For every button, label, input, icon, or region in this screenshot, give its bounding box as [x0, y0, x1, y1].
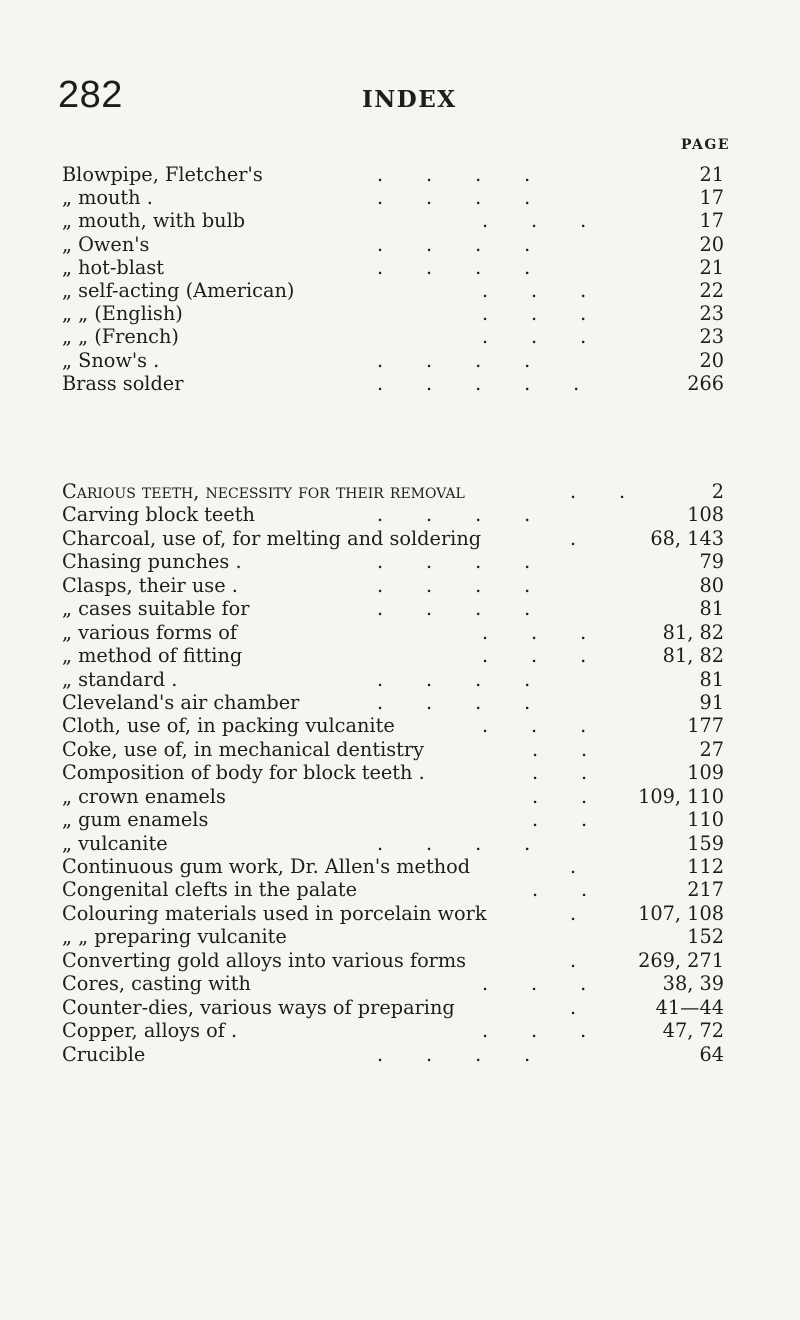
- page-number: 282: [58, 74, 123, 116]
- entry-text: Cloth, use of, in packing vulcanite: [62, 714, 395, 738]
- entry-page-ref: 177: [687, 714, 724, 738]
- entry-text: „ gum enamels: [62, 808, 209, 832]
- entry-text: Clasps, their use .: [62, 573, 238, 597]
- entry-page-ref: 159: [687, 831, 724, 855]
- running-head: INDEX: [362, 86, 457, 113]
- index-entry: [62, 1019, 724, 1042]
- leader-dots: . . .: [482, 714, 587, 738]
- leader-dots: . . . .: [377, 232, 531, 256]
- index-entry: [62, 808, 724, 831]
- entry-page-ref: 91: [699, 690, 724, 714]
- entry-page-ref: 269, 271: [638, 948, 724, 972]
- leader-dots: . . .: [482, 325, 587, 349]
- index-entry: [62, 279, 724, 302]
- entry-page-ref: 17: [699, 209, 724, 233]
- index-entry: [62, 644, 724, 667]
- index-entry: [62, 163, 724, 186]
- leader-dots: .: [570, 995, 577, 1019]
- index-entry: [62, 621, 724, 644]
- entry-page-ref: 17: [699, 186, 724, 210]
- index-section-b: [62, 163, 724, 395]
- entry-page-ref: 23: [699, 302, 724, 326]
- entry-page-ref: 81, 82: [662, 644, 724, 668]
- index-entry: [62, 186, 724, 209]
- leader-dots: . .: [532, 737, 588, 761]
- index-entry: [62, 209, 724, 232]
- index-entry: [62, 233, 724, 256]
- index-entry: [62, 855, 724, 878]
- entry-text: „ self-acting (American): [62, 278, 295, 302]
- index-entry: [62, 480, 724, 503]
- index-entry: [62, 256, 724, 279]
- leader-dots: . .: [570, 480, 626, 503]
- leader-dots: . . . .: [377, 1042, 531, 1066]
- leader-dots: . . .: [482, 972, 587, 996]
- entry-page-ref: 38, 39: [662, 972, 724, 996]
- leader-dots: . . . .: [377, 503, 531, 527]
- leader-dots: . . . .: [377, 255, 531, 279]
- entry-page-ref: 81: [699, 597, 724, 621]
- entry-text: „ mouth .: [62, 186, 153, 210]
- entry-text: „ „ (French): [62, 325, 179, 349]
- index-entry: [62, 597, 724, 620]
- entry-text: Colouring materials used in porcelain work: [62, 901, 487, 925]
- entry-page-ref: 20: [699, 232, 724, 256]
- entry-page-ref: 23: [699, 325, 724, 349]
- leader-dots: . . . .: [377, 348, 531, 372]
- entry-page-ref: 107, 108: [638, 901, 724, 925]
- index-section-c: [62, 480, 724, 1066]
- leader-dots: . . . .: [377, 186, 531, 210]
- leader-dots: .: [570, 901, 577, 925]
- entry-text: Charcoal, use of, for melting and soldering: [62, 526, 482, 550]
- entry-page-ref: 27: [699, 737, 724, 761]
- entry-page-ref: 20: [699, 348, 724, 372]
- leader-dots: . . .: [482, 1019, 587, 1043]
- index-entry: [62, 691, 724, 714]
- leader-dots: .: [570, 948, 577, 972]
- entry-text: Congenital clefts in the palate: [62, 878, 358, 902]
- entry-page-ref: 152: [687, 925, 724, 949]
- entry-text: „ vulcanite: [62, 831, 168, 855]
- entry-page-ref: 109: [687, 761, 724, 785]
- leader-dots: . .: [532, 761, 588, 785]
- entry-page-ref: 64: [699, 1042, 724, 1066]
- leader-dots: . . .: [482, 209, 587, 233]
- index-entry: [62, 372, 724, 395]
- index-entry: [62, 996, 724, 1019]
- index-entry: [62, 574, 724, 597]
- entry-text: Blowpipe, Fletcher's: [62, 163, 263, 186]
- entry-page-ref: 68, 143: [650, 526, 724, 550]
- index-entry: [62, 761, 724, 784]
- index-entry: [62, 349, 724, 372]
- entry-text: Crucible: [62, 1042, 146, 1066]
- leader-dots: . . . .: [377, 597, 531, 621]
- leader-dots: . .: [532, 878, 588, 902]
- entry-text: Cores, casting with: [62, 972, 251, 996]
- entry-page-ref: 109, 110: [638, 784, 724, 808]
- entry-page-ref: 21: [699, 163, 724, 186]
- leader-dots: . . . .: [377, 690, 531, 714]
- index-entry: [62, 550, 724, 573]
- entry-text: Continuous gum work, Dr. Allen's method: [62, 855, 471, 878]
- entry-text: „ Owen's: [62, 232, 150, 256]
- entry-text: Carving block teeth: [62, 503, 255, 527]
- leader-dots: . .: [532, 784, 588, 808]
- index-entry: [62, 949, 724, 972]
- index-entry: [62, 668, 724, 691]
- entry-text: „ standard .: [62, 667, 178, 691]
- entry-text: Converting gold alloys into various forms: [62, 948, 467, 972]
- entry-text: „ crown enamels: [62, 784, 226, 808]
- entry-page-ref: 81, 82: [662, 620, 724, 644]
- entry-page-ref: 81: [699, 667, 724, 691]
- entry-text: „ Snow's .: [62, 348, 160, 372]
- leader-dots: . . .: [482, 278, 587, 302]
- index-entry: [62, 302, 724, 325]
- leader-dots: . .: [532, 808, 588, 832]
- leader-dots: . . . . .: [377, 371, 580, 395]
- index-entry: [62, 503, 724, 526]
- entry-text: „ cases suitable for: [62, 597, 250, 621]
- entry-page-ref: 22: [699, 278, 724, 302]
- index-entry: [62, 878, 724, 901]
- entry-page-ref: 41—44: [655, 995, 724, 1019]
- entry-page-ref: 112: [687, 855, 724, 878]
- leader-dots: . . .: [482, 620, 587, 644]
- index-entry: [62, 972, 724, 995]
- entry-text: Cleveland's air chamber: [62, 690, 300, 714]
- entry-page-ref: 110: [687, 808, 724, 832]
- entry-text: „ hot-blast: [62, 255, 165, 279]
- index-entry: [62, 832, 724, 855]
- leader-dots: . . .: [482, 644, 587, 668]
- leader-dots: . . . .: [377, 667, 531, 691]
- entry-text: „ „ preparing vulcanite: [62, 925, 287, 949]
- entry-page-ref: 80: [699, 573, 724, 597]
- entry-page-ref: 217: [687, 878, 724, 902]
- index-entry: [62, 1043, 724, 1066]
- index-entry: [62, 738, 724, 761]
- index-entry: [62, 902, 724, 925]
- entry-page-ref: 21: [699, 255, 724, 279]
- index-entry: [62, 925, 724, 948]
- page-column-heading: PAGE: [681, 137, 730, 153]
- entry-text: „ method of fitting: [62, 644, 243, 668]
- entry-text: Coke, use of, in mechanical dentistry: [62, 737, 425, 761]
- index-entry: [62, 785, 724, 808]
- entry-text: Brass solder: [62, 371, 184, 395]
- index-entry: [62, 527, 724, 550]
- entry-text: „ „ (English): [62, 302, 183, 326]
- entry-text: „ various forms of: [62, 620, 237, 644]
- entry-page-ref: 108: [687, 503, 724, 527]
- index-entry: [62, 325, 724, 348]
- leader-dots: .: [570, 855, 577, 878]
- entry-page-ref: 79: [699, 550, 724, 574]
- entry-page-ref: 2: [711, 480, 724, 503]
- entry-text: Chasing punches .: [62, 550, 242, 574]
- entry-text: Carious teeth, necessity for their removal: [62, 480, 465, 503]
- entry-text: Counter-dies, various ways of preparing: [62, 995, 455, 1019]
- leader-dots: . . .: [482, 302, 587, 326]
- leader-dots: . . . .: [377, 550, 531, 574]
- entry-text: Copper, alloys of .: [62, 1019, 238, 1043]
- index-entry: [62, 714, 724, 737]
- entry-page-ref: 47, 72: [662, 1019, 724, 1043]
- entry-text: „ mouth, with bulb: [62, 209, 246, 233]
- entry-text: Composition of body for block teeth .: [62, 761, 425, 785]
- leader-dots: . . . .: [377, 163, 531, 186]
- leader-dots: . . . .: [377, 831, 531, 855]
- entry-page-ref: 266: [687, 371, 724, 395]
- leader-dots: . . . .: [377, 573, 531, 597]
- leader-dots: .: [570, 526, 577, 550]
